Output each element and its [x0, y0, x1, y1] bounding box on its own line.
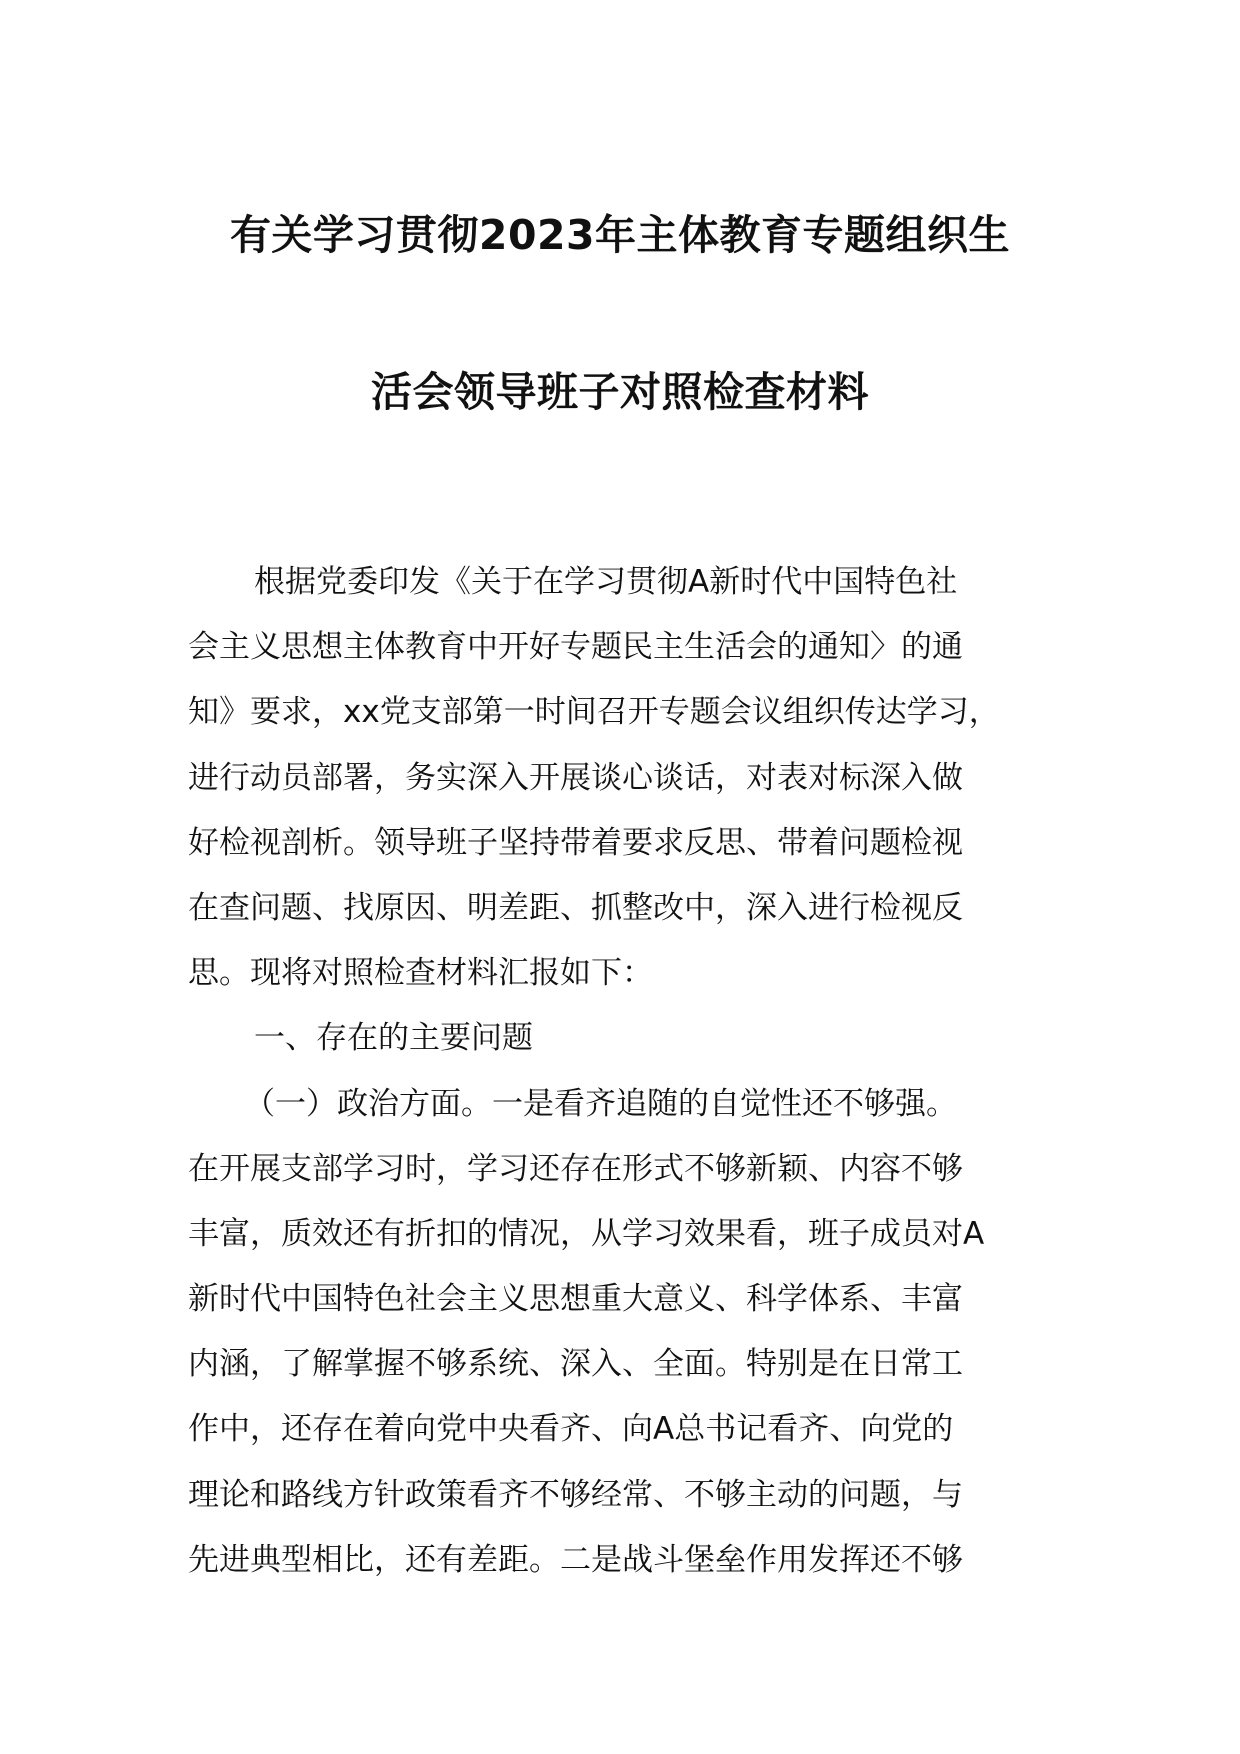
section-heading: 一、存在的主要问题 [254, 1020, 533, 1057]
body-line: 知》要求，xx党支部第一时间召开专题会议组织传达学习， [188, 694, 1000, 731]
body-line: 根据党委印发《关于在学习贯彻A新时代中国特色社 [254, 564, 958, 600]
body-line: 进行动员部署，务实深入开展谈心谈话，对表对标深入做 [188, 759, 963, 796]
body-line: 丰富，质效还有折扣的情况，从学习效果看，班子成员对A [188, 1215, 985, 1252]
body-line: 新时代中国特色社会主义思想重大意义、科学体系、丰富 [188, 1281, 963, 1318]
document-title-line-1: 有关学习贯彻2023年主体教育专题组织生 [229, 211, 1011, 259]
body-line: 思。现将对照检查材料汇报如下： [188, 955, 653, 992]
body-line: 好检视剖析。领导班子坚持带着要求反思、带着问题检视 [188, 824, 963, 861]
body-line: 内涵，了解掌握不够系统、深入、全面。特别是在日常工 [188, 1346, 963, 1383]
subsection-line: （一）政治方面。一是看齐追随的自觉性还不够强。 [244, 1085, 957, 1122]
body-line: 在查问题、找原因、明差距、抓整改中，深入进行检视反 [188, 889, 963, 926]
document-body [188, 550, 1068, 1593]
body-line: 理论和路线方针政策看齐不够经常、不够主动的问题，与 [188, 1476, 963, 1513]
document-title-line-2: 活会领导班子对照检查材料 [371, 368, 869, 416]
body-line: 作中，还存在着向党中央看齐、向A总书记看齐、向党的 [188, 1411, 954, 1448]
body-line: 在开展支部学习时，学习还存在形式不够新颖、内容不够 [188, 1150, 963, 1187]
body-line: 先进典型相比，还有差距。二是战斗堡垒作用发挥还不够 [188, 1541, 963, 1578]
body-line: 会主义思想主体教育中开好专题民主生活会的通知〉的通 [188, 629, 963, 666]
